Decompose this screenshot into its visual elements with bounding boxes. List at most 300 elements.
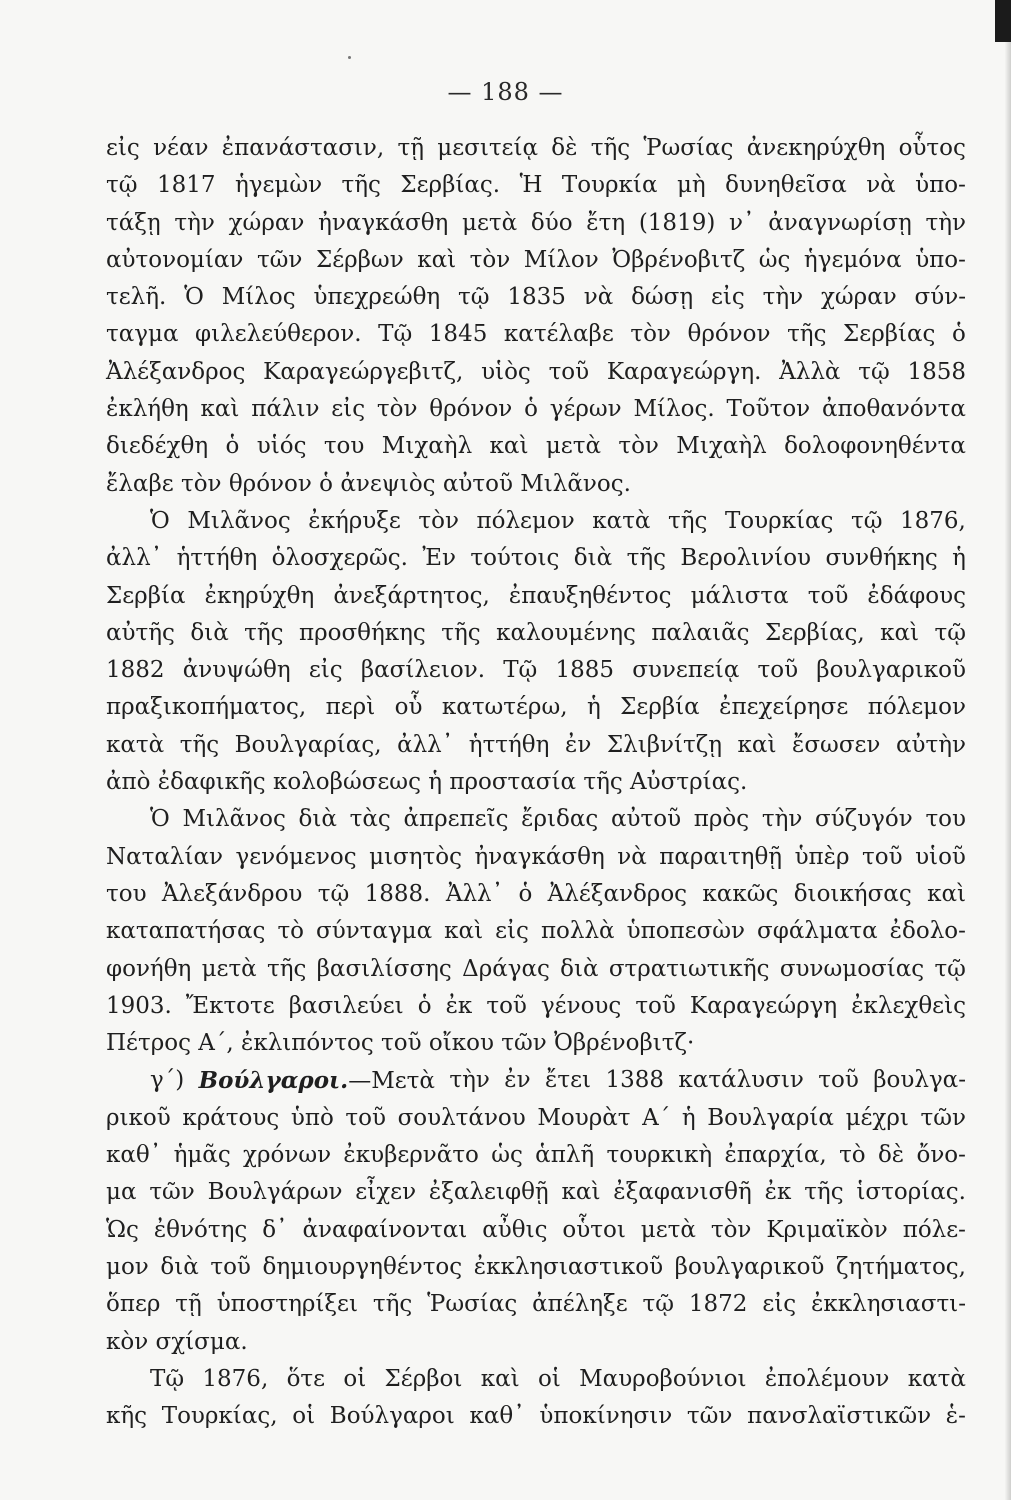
scan-corner-mark	[995, 0, 1011, 42]
word: ἀπρεπεῖς	[403, 806, 509, 833]
text-line	[106, 652, 966, 689]
word: ὑποπεσὼν	[626, 918, 746, 945]
word: ἡττήθη	[468, 731, 550, 758]
heading-group	[199, 1062, 435, 1099]
word: Σερβία	[106, 582, 186, 609]
word: ἐκ	[764, 1179, 792, 1206]
word: πάλιν	[251, 396, 320, 423]
word: ἐπανάστασιν,	[221, 135, 385, 161]
word: νὰ	[583, 284, 614, 311]
line-text: κὸν σχίσμα.	[106, 1328, 248, 1355]
word: βουλγαρικοῦ	[674, 1253, 825, 1280]
word: 1882	[106, 657, 165, 684]
text-line	[106, 1100, 966, 1137]
word: ἐκλεχθεὶς	[851, 992, 966, 1019]
word: Καραγεώργεβιτζ,	[263, 358, 464, 385]
word: Ἡ	[519, 172, 543, 199]
word: τῷ	[858, 358, 890, 385]
word: του	[323, 433, 365, 460]
word: τὴν	[449, 1067, 490, 1094]
word: ἐδάφους	[867, 582, 966, 609]
text-line	[106, 354, 966, 391]
text-line	[106, 988, 966, 1025]
word: οἱ	[343, 1365, 367, 1392]
text-line	[106, 1286, 966, 1323]
text-line	[106, 801, 966, 838]
word: διοικήσας	[793, 880, 912, 907]
word: πόλε-	[902, 1216, 966, 1243]
word: ἁπλῆ	[535, 1142, 595, 1169]
word: 1817	[156, 172, 216, 199]
word: διὰ	[560, 955, 599, 982]
word: Ἀλέξανδρος	[547, 880, 688, 907]
word: διεδέχθη	[106, 433, 209, 460]
text-line	[106, 839, 966, 876]
word: καὶ	[444, 918, 484, 945]
word: περὶ	[325, 694, 376, 721]
word: Βουλγαρίας,	[234, 731, 382, 758]
word: Ῥωσίας	[427, 1291, 518, 1318]
word: τῇ	[397, 135, 424, 161]
word: ἀποθανόντα	[821, 396, 966, 423]
word: Ῥωσίας	[643, 135, 734, 161]
text-line	[106, 279, 966, 316]
word: θρόνον	[429, 396, 513, 423]
word: Ἀλλ᾽	[445, 880, 504, 907]
text-line	[106, 951, 966, 988]
word: Μιχαὴλ	[381, 433, 473, 460]
word: Ναταλίαν	[106, 843, 224, 870]
page-number: — 188 —	[447, 78, 564, 106]
word: Ἀλλὰ	[779, 358, 841, 385]
word: μετὰ	[545, 433, 601, 460]
word: ὡς	[758, 246, 791, 273]
word: πολλὰ	[540, 918, 615, 945]
word: ὁ	[524, 396, 538, 423]
word: ὅπερ	[106, 1291, 161, 1318]
word: τῆς	[266, 955, 307, 982]
word: ἱστορίας.	[856, 1179, 966, 1206]
word: τῷ	[934, 955, 966, 982]
word: ἀνεκηρύχθη	[746, 135, 886, 161]
word: ἀπέληξε	[532, 1291, 628, 1318]
text-line	[106, 913, 966, 950]
scan-speck	[348, 56, 351, 59]
word: διὰ	[160, 1253, 199, 1280]
word: Καραγεώργη	[689, 992, 838, 1019]
word: ἐξαλειφθῇ	[428, 1179, 549, 1206]
word: τῆς	[441, 619, 481, 646]
word: ἀναγνωρίσῃ	[768, 209, 912, 236]
word: κατὰ	[907, 1365, 966, 1392]
word: ἐκκλησιαστι-	[811, 1291, 966, 1318]
word: φονήθη	[106, 955, 192, 982]
word: εἰς	[495, 918, 529, 945]
word: του	[925, 806, 966, 833]
word: τὸν	[469, 246, 511, 273]
word: αὐτὴν	[895, 731, 966, 758]
word: τῆς	[244, 619, 284, 646]
word: εἰς	[331, 396, 366, 423]
word: εἰς	[762, 1291, 797, 1318]
word: μεσιτείᾳ	[437, 135, 539, 161]
text-line	[106, 727, 966, 764]
word: βασιλεύει	[288, 992, 404, 1019]
word: νὰ	[617, 843, 647, 870]
word: εἰς	[106, 135, 140, 161]
word: τῶν	[149, 1179, 195, 1206]
word: ἀναφαίνονται	[302, 1216, 468, 1243]
word: καὶ	[480, 1365, 520, 1392]
text-line	[106, 1361, 966, 1398]
text-line	[106, 466, 966, 503]
word: ὁ	[952, 321, 966, 348]
word: τῷ	[317, 880, 350, 907]
text-line	[106, 689, 966, 726]
word: δολοφονηθέντα	[784, 433, 966, 460]
word: Α΄	[642, 1104, 671, 1131]
word: γ΄)	[150, 1067, 185, 1094]
word: του	[106, 880, 147, 907]
word: εἶχεν	[355, 1179, 417, 1206]
text-line	[106, 1137, 966, 1174]
word: ὑπεχρεώθη	[313, 284, 441, 311]
word: τὴν	[174, 209, 215, 236]
word: Κριμαϊκὸν	[766, 1216, 888, 1243]
word: ὁ	[518, 880, 533, 907]
word: γενόμενος	[235, 843, 357, 870]
word: ἔτη	[586, 209, 626, 236]
word: σουλτάνου	[397, 1104, 526, 1131]
word: αὐτῆς	[106, 619, 175, 646]
word: τὴν	[925, 209, 966, 236]
line-text: ἀπὸ ἐδαφικῆς κολοβώσεως ἡ προστασία τῆς Αὐστρίας.	[106, 769, 748, 796]
word: Σερβίας.	[400, 172, 501, 199]
word: ὑπὲρ	[794, 843, 850, 870]
word: εἰς	[308, 657, 343, 684]
word: μετὰ	[640, 1216, 696, 1243]
word: Μίλος	[221, 284, 296, 311]
word: ὑπὸ	[290, 1104, 334, 1131]
word: ὁ	[417, 992, 432, 1019]
word: δὲ	[551, 135, 578, 161]
word: ἠναγκάσθη	[318, 209, 449, 236]
word: παραιτηθῇ	[659, 843, 783, 870]
word: καὶ	[561, 1179, 601, 1206]
word: ἀνεξάρτητος,	[333, 582, 490, 609]
word: δυνηθεῖσα	[725, 172, 847, 199]
word: δ᾽	[262, 1216, 288, 1243]
word: ἀνυψώθη	[182, 657, 291, 684]
text-line	[106, 1174, 966, 1211]
word: Τουρκία	[561, 172, 658, 199]
word: —Μετὰ	[348, 1068, 435, 1095]
word: ἡγεμὼν	[234, 172, 323, 199]
word: τὸν	[618, 433, 659, 460]
word: βουλγαρικοῦ	[816, 657, 966, 684]
word: Βουλγάρων	[207, 1179, 343, 1206]
text-line	[106, 1398, 966, 1435]
word: διὰ	[573, 545, 613, 572]
word: χώραν	[228, 209, 305, 236]
word: ἐν	[504, 1067, 531, 1094]
word: Σέρβων	[315, 246, 404, 273]
word: Ἀλεξάνδρου	[161, 880, 303, 907]
word: ἐν	[564, 731, 592, 758]
word: τῆς	[668, 507, 708, 534]
word: συνθήκης	[825, 545, 938, 572]
word: Ἐν	[422, 545, 456, 572]
word: παλαιᾶς	[651, 619, 750, 646]
word: Μιλᾶνος	[182, 806, 286, 833]
text-line	[106, 205, 966, 242]
word: τῆς	[804, 1179, 844, 1206]
body-text	[106, 130, 966, 1435]
word: οὗ	[394, 694, 423, 721]
word: ἔτει	[545, 1067, 592, 1094]
word: χώραν	[820, 284, 897, 311]
text-line	[106, 167, 966, 204]
word: ἡγεμόνα	[803, 246, 902, 273]
word: τὸν	[710, 1216, 752, 1243]
word: συνωμοσίας	[779, 955, 925, 982]
word: χρόνων	[243, 1142, 332, 1169]
word: εἰς	[711, 284, 745, 311]
page-edge-shadow	[1005, 0, 1011, 1500]
word: 1885	[555, 657, 615, 684]
word: τοῦ	[345, 1104, 386, 1131]
text-line	[106, 428, 966, 465]
text-line	[106, 391, 966, 428]
word: τῆς	[626, 545, 666, 572]
word: μέχρι	[845, 1104, 909, 1131]
word: Βούλγαροι	[329, 1403, 455, 1430]
word: ἐξαφανισθῆ	[613, 1179, 752, 1206]
section-heading: Βούλγαροι.	[198, 1067, 349, 1095]
word: μετὰ	[462, 209, 518, 236]
word: τὸν	[630, 321, 671, 348]
word: 1903.	[106, 992, 172, 1019]
word: τοῦ	[818, 1067, 859, 1094]
word: καλουμένης	[496, 619, 636, 646]
word: Τῷ	[503, 657, 538, 684]
word: ἀλλ᾽	[397, 731, 454, 758]
text-line	[106, 1062, 966, 1099]
word: κῆς	[106, 1403, 148, 1430]
word: καὶ	[880, 619, 920, 646]
word: ταγμα	[106, 321, 179, 348]
word: καταπατήσας	[106, 918, 266, 945]
word: Ἀλέξανδρος	[106, 358, 246, 385]
word: υἱός	[256, 433, 307, 460]
word: δημιουργηθέντος	[262, 1253, 463, 1280]
word: ἔριδας	[521, 806, 599, 833]
word: σφάλματα	[757, 918, 878, 945]
word: ὑπο-	[915, 172, 966, 199]
word: Ἔκτοτε	[185, 992, 275, 1019]
word: Σερβίας	[843, 321, 936, 348]
word: οἱ	[537, 1365, 561, 1392]
word: τάξῃ	[106, 209, 161, 236]
text-line	[106, 503, 966, 540]
word: μον	[106, 1253, 149, 1280]
word: Μιχαὴλ	[676, 433, 767, 460]
word: Βουλγαρία	[707, 1104, 834, 1131]
word: Τοῦτον	[726, 396, 811, 423]
word: 1876,	[202, 1365, 269, 1392]
text-line	[106, 876, 966, 913]
word: τοῦ	[486, 992, 527, 1019]
word: ἐκ	[445, 992, 473, 1019]
word: ὄνο-	[916, 1142, 966, 1169]
word: θρόνον	[687, 321, 771, 348]
word: ἑ-	[945, 1403, 966, 1430]
word: οὗτος	[898, 135, 966, 161]
word: Τῷ	[150, 1365, 185, 1392]
word: ὡς	[491, 1142, 523, 1169]
word: τοῦ	[862, 843, 903, 870]
word: πρὸς	[693, 806, 750, 833]
word: τῶν	[256, 246, 303, 273]
word: ἡ	[952, 545, 966, 572]
word: 1888.	[364, 880, 431, 907]
word: στρατιωτικῆς	[608, 955, 770, 982]
word: τῷ	[642, 1291, 675, 1318]
word: Τουρκίας	[724, 507, 834, 534]
word: ὁλοσχερῶς.	[271, 545, 408, 572]
word: τὸ	[277, 918, 305, 945]
word: Σερβίας,	[764, 619, 865, 646]
word: τῆς	[787, 321, 827, 348]
word: κατὰ	[592, 507, 651, 534]
word: τελῆ.	[106, 284, 167, 311]
word: ἐπαρχία,	[724, 1142, 827, 1169]
word: ἐπαυξηθέντος	[508, 582, 672, 609]
text-line	[106, 764, 966, 801]
word: 1876,	[900, 507, 966, 534]
word: πόλεμον	[476, 507, 575, 534]
word: αὐτονομίαν	[106, 246, 244, 273]
word: Σλιβνίτζῃ	[606, 731, 722, 758]
word: συνεπείᾳ	[632, 657, 740, 684]
word: ὑπο-	[915, 246, 966, 273]
word: Ὁ	[150, 507, 170, 534]
word: μὴ	[676, 172, 706, 199]
word: μισητὸς	[369, 843, 462, 870]
word: Δράγας	[462, 955, 550, 982]
text-line	[106, 130, 966, 167]
word: διὰ	[190, 619, 229, 646]
word: ἡμᾶς	[173, 1142, 231, 1169]
word: σύν-	[914, 284, 966, 311]
word: κατέλαβε	[503, 321, 614, 348]
word: καὶ	[737, 731, 777, 758]
word: Μαυροβούνιοι	[579, 1365, 747, 1392]
word: τὴν	[761, 806, 803, 833]
word: μα	[106, 1179, 137, 1206]
word: αὐτοῦ	[611, 806, 682, 833]
word: ἠναγκάσθη	[474, 843, 605, 870]
text-line	[106, 540, 966, 577]
line-text: ἔλαβε τὸν θρόνον ὁ ἀνεψιὸς αὐτοῦ Μιλᾶνος.	[106, 470, 631, 497]
word: Τουρκίας,	[161, 1403, 278, 1430]
word: Καραγεώργη.	[606, 358, 762, 385]
word: Βερολινίου	[680, 545, 812, 572]
word: καθ᾽	[469, 1403, 525, 1430]
word: αὖθις	[482, 1216, 548, 1243]
word: ρικοῦ	[106, 1104, 171, 1131]
word: βουλγα-	[873, 1067, 966, 1094]
text-line	[106, 242, 966, 279]
word: τῶν	[686, 1403, 733, 1430]
word: ἐκήρυξε	[308, 507, 401, 534]
word: κράτους	[182, 1104, 280, 1131]
word: τὰς	[349, 806, 391, 833]
word: τῆς	[590, 135, 631, 161]
word: τῆς	[372, 1291, 413, 1318]
word: νὰ	[866, 172, 896, 199]
word: σύνταγμα	[316, 918, 433, 945]
word: διὰ	[298, 806, 337, 833]
word: τῆς	[179, 731, 220, 758]
word: βασίλειον.	[360, 657, 486, 684]
word: 1858	[907, 358, 966, 385]
word: τῷ	[106, 172, 138, 199]
word: ἐπολέμουν	[764, 1365, 890, 1392]
word: κακῶς	[702, 880, 779, 907]
word: 1872	[688, 1291, 748, 1318]
word: γένους	[540, 992, 622, 1019]
word: ὑποκίνησιν	[539, 1403, 673, 1430]
word: κατάλυσιν	[678, 1067, 804, 1094]
word: ὁ	[225, 433, 240, 460]
word: ἐκυβερνᾶτο	[343, 1142, 479, 1169]
word: καὶ	[417, 246, 457, 273]
word: τὴν	[762, 284, 804, 311]
text-line	[106, 1212, 966, 1249]
word: τοῦ	[635, 992, 676, 1019]
word: ἀλλ᾽	[106, 545, 163, 572]
word: ἐπεχείρησε	[719, 694, 849, 721]
text-line	[106, 316, 966, 353]
word: τὸ	[839, 1142, 866, 1169]
word: ἡττήθη	[176, 545, 258, 572]
word: (1819)	[638, 209, 716, 236]
word: τὸν	[376, 396, 418, 423]
word: ἡ	[681, 1104, 696, 1131]
word: τῆς	[341, 172, 381, 199]
word: κατωτέρω,	[441, 694, 568, 721]
word: φιλελεύθερον.	[195, 321, 362, 348]
word: ν᾽	[729, 209, 755, 236]
word: πραξικοπήματος,	[106, 694, 307, 721]
word: ἐκκλησιαστικοῦ	[473, 1253, 664, 1280]
word: μετὰ	[201, 955, 257, 982]
word: τοῦ	[807, 582, 849, 609]
word: Σέρβοι	[384, 1365, 463, 1392]
word: οἱ	[292, 1403, 316, 1430]
word: γέρων	[549, 396, 622, 423]
word: υἱὸς	[481, 358, 531, 385]
word: τῷ	[850, 507, 883, 534]
word: τὸν	[418, 507, 459, 534]
word: Μιλᾶνος	[187, 507, 291, 534]
word: προσθήκης	[298, 619, 426, 646]
word: ὅτε	[286, 1365, 326, 1392]
word: πανσλαϊστικῶν	[747, 1403, 932, 1430]
word: ἐκλήθη	[106, 396, 189, 423]
word: Μουρὰτ	[537, 1104, 631, 1131]
